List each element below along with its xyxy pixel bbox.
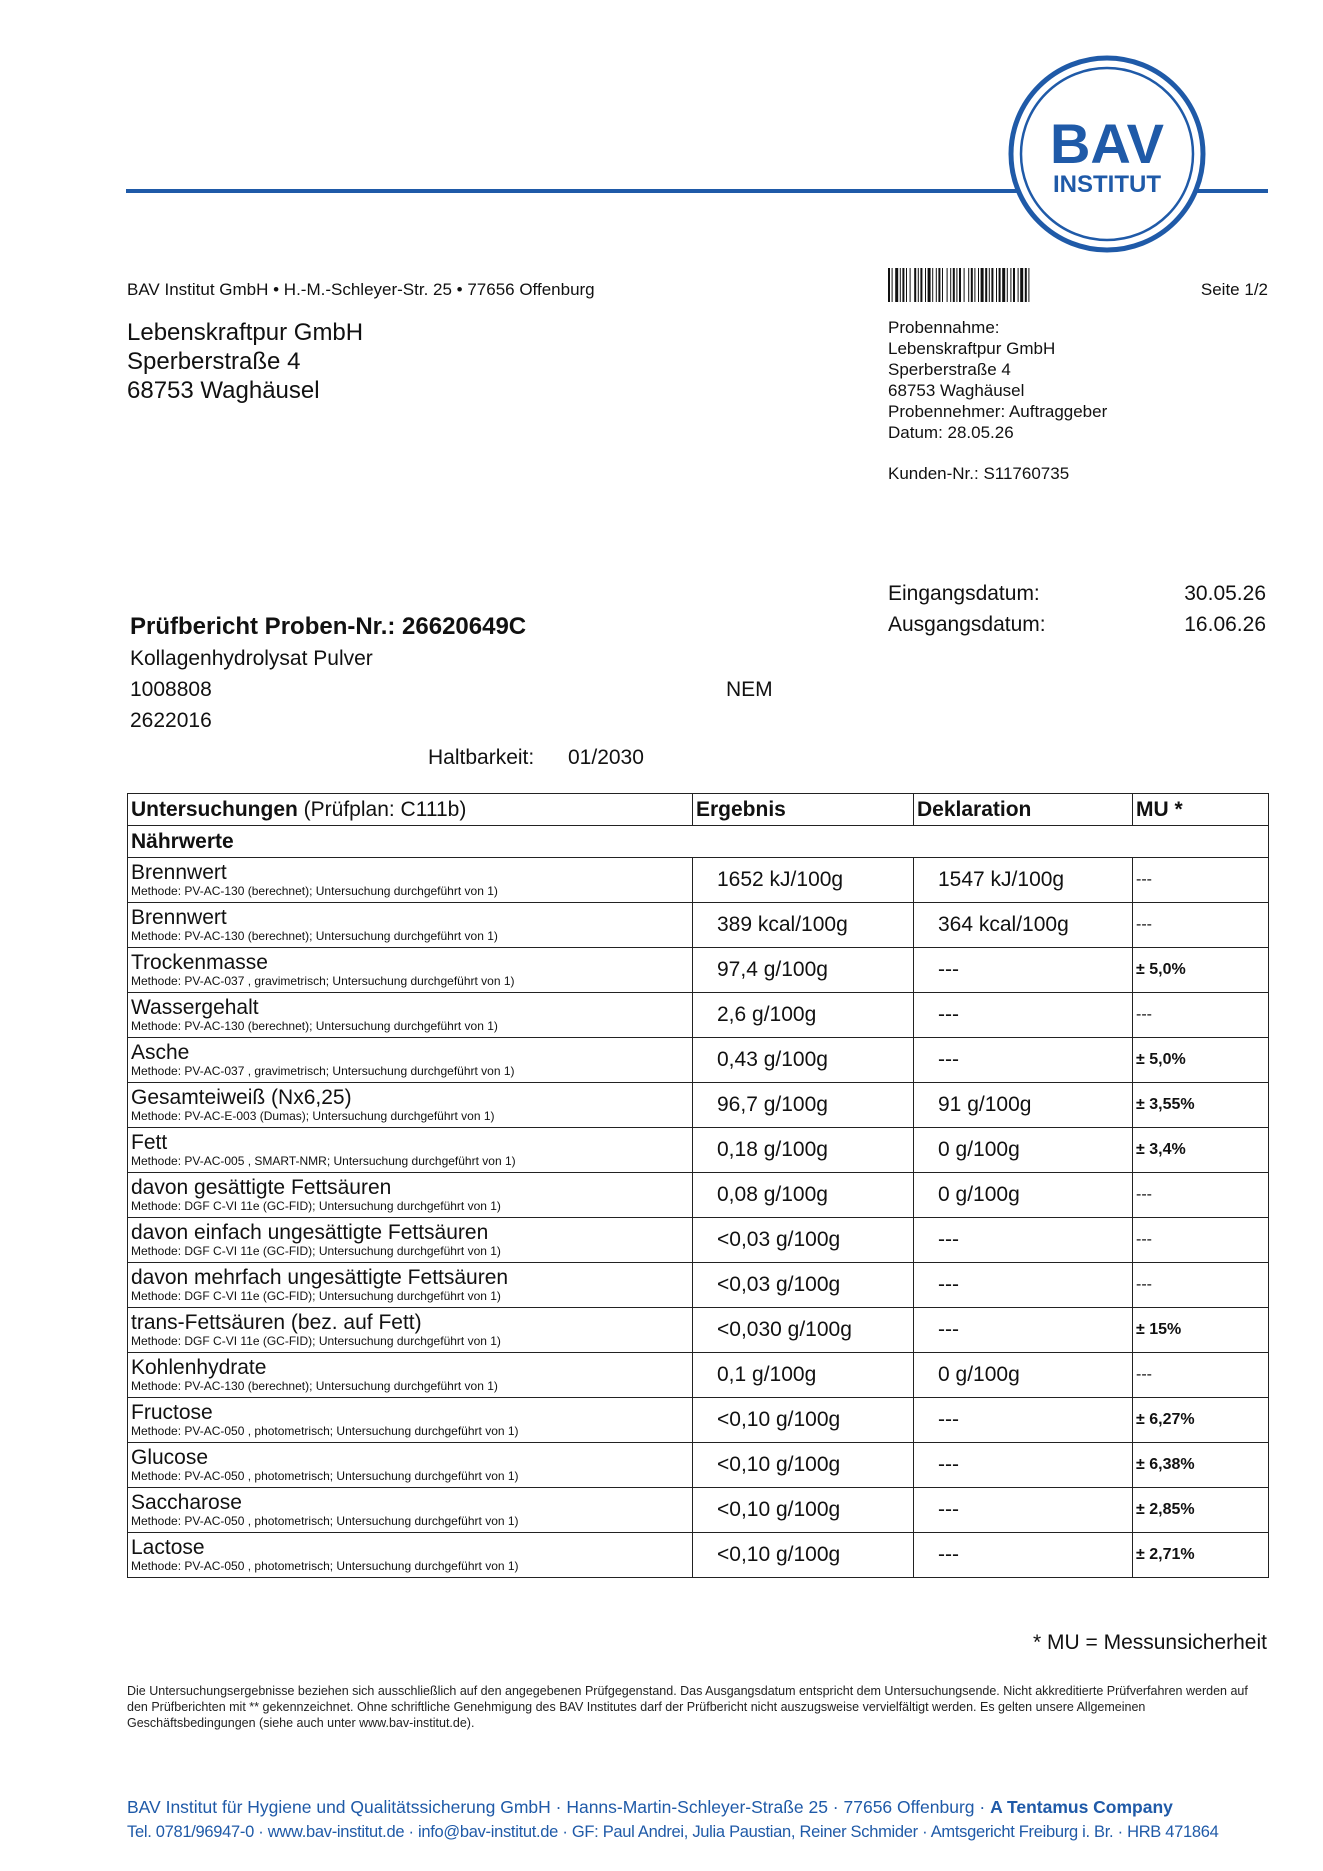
declaration-value: --- <box>914 993 1133 1038</box>
barcode-bar <box>981 268 984 302</box>
declaration-value: --- <box>914 1398 1133 1443</box>
receipt-date-row <box>888 582 1266 606</box>
barcode-bar <box>900 268 901 302</box>
parameter-name: davon einfach ungesättigte Fettsäuren <box>131 1221 489 1244</box>
declaration-value: --- <box>914 1533 1133 1578</box>
barcode-bar <box>959 268 961 302</box>
mu-value: --- <box>1133 1353 1269 1398</box>
mu-value: ± 3,55% <box>1133 1083 1269 1128</box>
parameter-cell <box>128 1488 693 1533</box>
header-examinations-label: Untersuchungen <box>131 797 298 821</box>
report-title: Prüfbericht Proben-Nr.: 26620649C <box>130 613 527 640</box>
mu-value: ± 15% <box>1133 1308 1269 1353</box>
footer-tentamus: A Tentamus Company <box>990 1797 1173 1817</box>
barcode-bar <box>906 268 907 302</box>
declaration-value: 0 g/100g <box>914 1353 1133 1398</box>
result-value: 0,18 g/100g <box>693 1128 914 1173</box>
barcode-bar <box>938 268 940 302</box>
barcode-bar <box>947 268 948 302</box>
parameter-cell <box>128 1533 693 1578</box>
barcode-bar <box>932 268 933 302</box>
mu-value: --- <box>1133 858 1269 903</box>
barcode-bar <box>910 268 911 302</box>
barcode-bar <box>953 268 955 302</box>
parameter-method: Methode: DGF C-VI 11e (GC-FID); Untersuchung durchgeführt von 1) <box>131 1244 501 1258</box>
parameter-name: Kohlenhydrate <box>131 1356 267 1379</box>
result-value: 0,08 g/100g <box>693 1173 914 1218</box>
result-value: 1652 kJ/100g <box>693 858 914 903</box>
barcode-bar <box>950 268 951 302</box>
table-row <box>128 948 1269 993</box>
results-table <box>127 793 1269 1578</box>
mu-value: --- <box>1133 1263 1269 1308</box>
parameter-method: Methode: PV-AC-130 (berechnet); Untersuchung durchgeführt von 1) <box>131 1379 498 1393</box>
sampling-label: Probennahme: <box>888 318 1000 337</box>
section-row <box>128 826 1269 858</box>
parameter-method: Methode: PV-AC-050 , photometrisch; Untersuchung durchgeführt von 1) <box>131 1514 519 1528</box>
parameter-method: Methode: PV-AC-130 (berechnet); Untersuchung durchgeführt von 1) <box>131 929 498 943</box>
sampling-street: Sperberstraße 4 <box>888 360 1011 379</box>
table-row <box>128 1263 1269 1308</box>
barcode-bar <box>936 268 937 302</box>
disclaimer: Die Untersuchungsergebnisse beziehen sich ausschließlich auf den angegebenen Prüfgegenstand. Das Ausgangsdatum entspricht dem Untersuchungsende. Nicht akkreditierte Prüfverfahren werden auf den Prüfberichten mit ** gekennzeichnet. Ohne schriftliche Genehmigung des BAV Institutes darf der Prüfbericht nicht auszugsweise vervielfältigt werden. Es gelten unsere Allgemeinen Geschäftsbedingungen (siehe auch unter www.bav-institut.de). <box>127 1684 1248 1730</box>
mu-value: ± 2,85% <box>1133 1488 1269 1533</box>
section-nutrition: Nährwerte <box>128 826 1269 858</box>
table-row <box>128 1533 1269 1578</box>
table-row <box>128 1173 1269 1218</box>
barcode-bar <box>964 268 965 302</box>
barcode-bar <box>971 268 973 302</box>
product-name: Kollagenhydrolysat Pulver <box>130 647 373 670</box>
parameter-cell <box>128 1443 693 1488</box>
recipient-street: Sperberstraße 4 <box>127 348 301 375</box>
result-value: 97,4 g/100g <box>693 948 914 993</box>
barcode-bar <box>920 268 922 302</box>
product-category: NEM <box>726 678 773 701</box>
table-row <box>128 1443 1269 1488</box>
header-examinations <box>128 794 693 826</box>
barcode-bar <box>1028 268 1029 302</box>
declaration-value: --- <box>914 1263 1133 1308</box>
article-number: 1008808 <box>130 678 212 701</box>
parameter-name: Wassergehalt <box>131 996 259 1019</box>
parameter-method: Methode: PV-AC-050 , photometrisch; Untersuchung durchgeführt von 1) <box>131 1424 519 1438</box>
declaration-value: 0 g/100g <box>914 1128 1133 1173</box>
mu-value: --- <box>1133 1218 1269 1263</box>
parameter-name: Brennwert <box>131 861 227 884</box>
logo-text-institut: INSTITUT <box>1053 171 1161 198</box>
parameter-cell <box>128 1173 693 1218</box>
table-row <box>128 1353 1269 1398</box>
header-mu-label: MU * <box>1136 797 1183 821</box>
mu-value: ± 6,38% <box>1133 1443 1269 1488</box>
sender-address: BAV Institut GmbH • H.-M.-Schleyer-Str. 25 • 77656 Offenburg <box>127 280 595 299</box>
parameter-cell <box>128 858 693 903</box>
parameter-name: Brennwert <box>131 906 227 929</box>
parameter-cell <box>128 1218 693 1263</box>
barcode-bar <box>888 268 890 302</box>
parameter-method: Methode: PV-AC-130 (berechnet); Untersuchung durchgeführt von 1) <box>131 1019 498 1033</box>
declaration-value: --- <box>914 1218 1133 1263</box>
footer-address: BAV Institut für Hygiene und Qualitätssicherung GmbH · Hanns-Martin-Schleyer-Straße 25 · 77656 Offenburg · <box>127 1797 991 1817</box>
parameter-method: Methode: PV-AC-E-003 (Dumas); Untersuchung durchgeführt von 1) <box>131 1109 495 1123</box>
parameter-cell <box>128 948 693 993</box>
result-value: 0,1 g/100g <box>693 1353 914 1398</box>
barcode-bar <box>928 268 931 302</box>
table-row <box>128 1398 1269 1443</box>
barcode-bar <box>1007 268 1008 302</box>
customer-number: Kunden-Nr.: S11760735 <box>888 464 1070 483</box>
shelf-life-label: Haltbarkeit: <box>428 746 535 769</box>
header-test-plan: (Prüfplan: C111b) <box>297 797 467 821</box>
barcode-bar <box>942 268 943 302</box>
barcode <box>888 268 1116 302</box>
mu-value: ± 3,4% <box>1133 1128 1269 1173</box>
barcode-bar <box>892 268 893 302</box>
result-value: <0,10 g/100g <box>693 1533 914 1578</box>
header-result-label: Ergebnis <box>696 797 786 821</box>
mu-value: ± 2,71% <box>1133 1533 1269 1578</box>
barcode-bar <box>1010 268 1011 302</box>
parameter-name: trans-Fettsäuren (bez. auf Fett) <box>131 1311 422 1334</box>
parameter-method: Methode: PV-AC-050 , photometrisch; Untersuchung durchgeführt von 1) <box>131 1559 519 1573</box>
parameter-cell <box>128 903 693 948</box>
declaration-value: 1547 kJ/100g <box>914 858 1133 903</box>
barcode-bar <box>895 268 898 302</box>
parameter-method: Methode: PV-AC-050 , photometrisch; Untersuchung durchgeführt von 1) <box>131 1469 519 1483</box>
barcode-bar <box>974 268 975 302</box>
result-value: <0,10 g/100g <box>693 1398 914 1443</box>
sampling-info <box>888 317 1107 443</box>
table-row <box>128 1218 1269 1263</box>
table-row <box>128 1083 1269 1128</box>
shelf-life-value: 01/2030 <box>568 746 644 769</box>
footer-company-line <box>127 1797 1173 1818</box>
parameter-cell <box>128 993 693 1038</box>
parameter-method: Methode: DGF C-VI 11e (GC-FID); Untersuchung durchgeführt von 1) <box>131 1199 501 1213</box>
recipient-name: Lebenskraftpur GmbH <box>127 319 364 346</box>
barcode-bar <box>968 268 969 302</box>
mu-value: --- <box>1133 993 1269 1038</box>
recipient-city: 68753 Waghäusel <box>127 377 320 404</box>
barcode-bar <box>956 268 957 302</box>
mu-value: ± 5,0% <box>1133 948 1269 993</box>
sampler: Probennehmer: Auftraggeber <box>888 402 1108 421</box>
table-row <box>128 858 1269 903</box>
parameter-cell <box>128 1038 693 1083</box>
barcode-bar <box>985 268 987 302</box>
barcode-bar <box>1002 268 1005 302</box>
sampling-date: Datum: 28.05.26 <box>888 423 1014 442</box>
table-row <box>128 903 1269 948</box>
barcode-bar <box>902 268 904 302</box>
batch-number: 2622016 <box>130 709 212 732</box>
page-number: Seite 1/2 <box>1200 280 1268 299</box>
parameter-name: davon mehrfach ungesättigte Fettsäuren <box>131 1266 509 1289</box>
barcode-bar <box>1025 268 1027 302</box>
barcode-bar <box>925 268 926 302</box>
result-value: 389 kcal/100g <box>693 903 914 948</box>
receipt-date-label: Eingangsdatum: <box>888 582 1040 605</box>
result-value: 2,6 g/100g <box>693 993 914 1038</box>
table-row <box>128 1308 1269 1353</box>
header-declaration-label: Deklaration <box>917 797 1032 821</box>
declaration-value: --- <box>914 1488 1133 1533</box>
parameter-method: Methode: PV-AC-130 (berechnet); Untersuchung durchgeführt von 1) <box>131 884 498 898</box>
parameter-name: Gesamteiweiß (Nx6,25) <box>131 1086 352 1109</box>
barcode-bar <box>1013 268 1015 302</box>
barcode-bar <box>999 268 1001 302</box>
parameter-method: Methode: DGF C-VI 11e (GC-FID); Untersuchung durchgeführt von 1) <box>131 1334 501 1348</box>
header-result <box>693 794 914 826</box>
barcode-bar <box>914 268 916 302</box>
mu-value: --- <box>1133 903 1269 948</box>
parameter-cell <box>128 1083 693 1128</box>
parameter-cell <box>128 1353 693 1398</box>
barcode-bar <box>996 268 997 302</box>
parameter-name: Lactose <box>131 1536 205 1559</box>
parameter-cell <box>128 1263 693 1308</box>
parameter-method: Methode: PV-AC-005 , SMART-NMR; Untersuchung durchgeführt von 1) <box>131 1154 516 1168</box>
barcode-bar <box>1020 268 1023 302</box>
declaration-value: --- <box>914 948 1133 993</box>
declaration-value: --- <box>914 1443 1133 1488</box>
result-value: <0,10 g/100g <box>693 1443 914 1488</box>
mu-footnote: * MU = Messunsicherheit <box>1032 1631 1267 1654</box>
parameter-cell <box>128 1398 693 1443</box>
result-value: 0,43 g/100g <box>693 1038 914 1083</box>
result-value: <0,10 g/100g <box>693 1488 914 1533</box>
parameter-method: Methode: PV-AC-037 , gravimetrisch; Untersuchung durchgeführt von 1) <box>131 974 515 988</box>
sampling-company: Lebenskraftpur GmbH <box>888 339 1056 358</box>
mu-value: ± 6,27% <box>1133 1398 1269 1443</box>
parameter-name: Fructose <box>131 1401 213 1424</box>
barcode-bar <box>918 268 919 302</box>
issue-date-row <box>888 613 1266 637</box>
table-row <box>128 1488 1269 1533</box>
result-value: 96,7 g/100g <box>693 1083 914 1128</box>
declaration-value: 91 g/100g <box>914 1083 1133 1128</box>
bav-logo <box>1008 55 1206 253</box>
parameter-method: Methode: PV-AC-037 , gravimetrisch; Untersuchung durchgeführt von 1) <box>131 1064 515 1078</box>
table-header-row <box>128 794 1269 826</box>
parameter-name: Glucose <box>131 1446 209 1469</box>
mu-value: --- <box>1133 1173 1269 1218</box>
mu-value: ± 5,0% <box>1133 1038 1269 1083</box>
table-row <box>128 1038 1269 1083</box>
parameter-cell <box>128 1128 693 1173</box>
table-row <box>128 1128 1269 1173</box>
declaration-value: 364 kcal/100g <box>914 903 1133 948</box>
result-value: <0,030 g/100g <box>693 1308 914 1353</box>
barcode-bar <box>978 268 979 302</box>
table-row <box>128 993 1269 1038</box>
recipient-address <box>127 318 363 405</box>
logo-text-bav: BAV <box>1049 112 1165 175</box>
receipt-date-value: 30.05.26 <box>1184 582 1266 605</box>
header-mu <box>1133 794 1269 826</box>
footer-contact-line: Tel. 0781/96947-0 · www.bav-institut.de · info@bav-institut.de · GF: Paul Andrei, Julia Paustian, Reiner Schmider · Amtsgericht Freiburg i. Br. · HRB 471864 <box>127 1823 1219 1841</box>
declaration-value: 0 g/100g <box>914 1173 1133 1218</box>
declaration-value: --- <box>914 1038 1133 1083</box>
issue-date-value: 16.06.26 <box>1184 613 1266 636</box>
result-value: <0,03 g/100g <box>693 1263 914 1308</box>
parameter-cell <box>128 1308 693 1353</box>
declaration-value: --- <box>914 1308 1133 1353</box>
barcode-bar <box>989 268 990 302</box>
parameter-method: Methode: DGF C-VI 11e (GC-FID); Untersuchung durchgeführt von 1) <box>131 1289 501 1303</box>
result-value: <0,03 g/100g <box>693 1218 914 1263</box>
barcode-bar <box>991 268 993 302</box>
parameter-name: Trockenmasse <box>131 951 268 974</box>
parameter-name: Saccharose <box>131 1491 242 1514</box>
parameter-name: Fett <box>131 1131 168 1154</box>
parameter-name: davon gesättigte Fettsäuren <box>131 1176 392 1199</box>
issue-date-label: Ausgangsdatum: <box>888 613 1046 636</box>
barcode-bar <box>1018 268 1019 302</box>
sampling-city: 68753 Waghäusel <box>888 381 1025 400</box>
parameter-name: Asche <box>131 1041 190 1064</box>
header-declaration <box>914 794 1133 826</box>
